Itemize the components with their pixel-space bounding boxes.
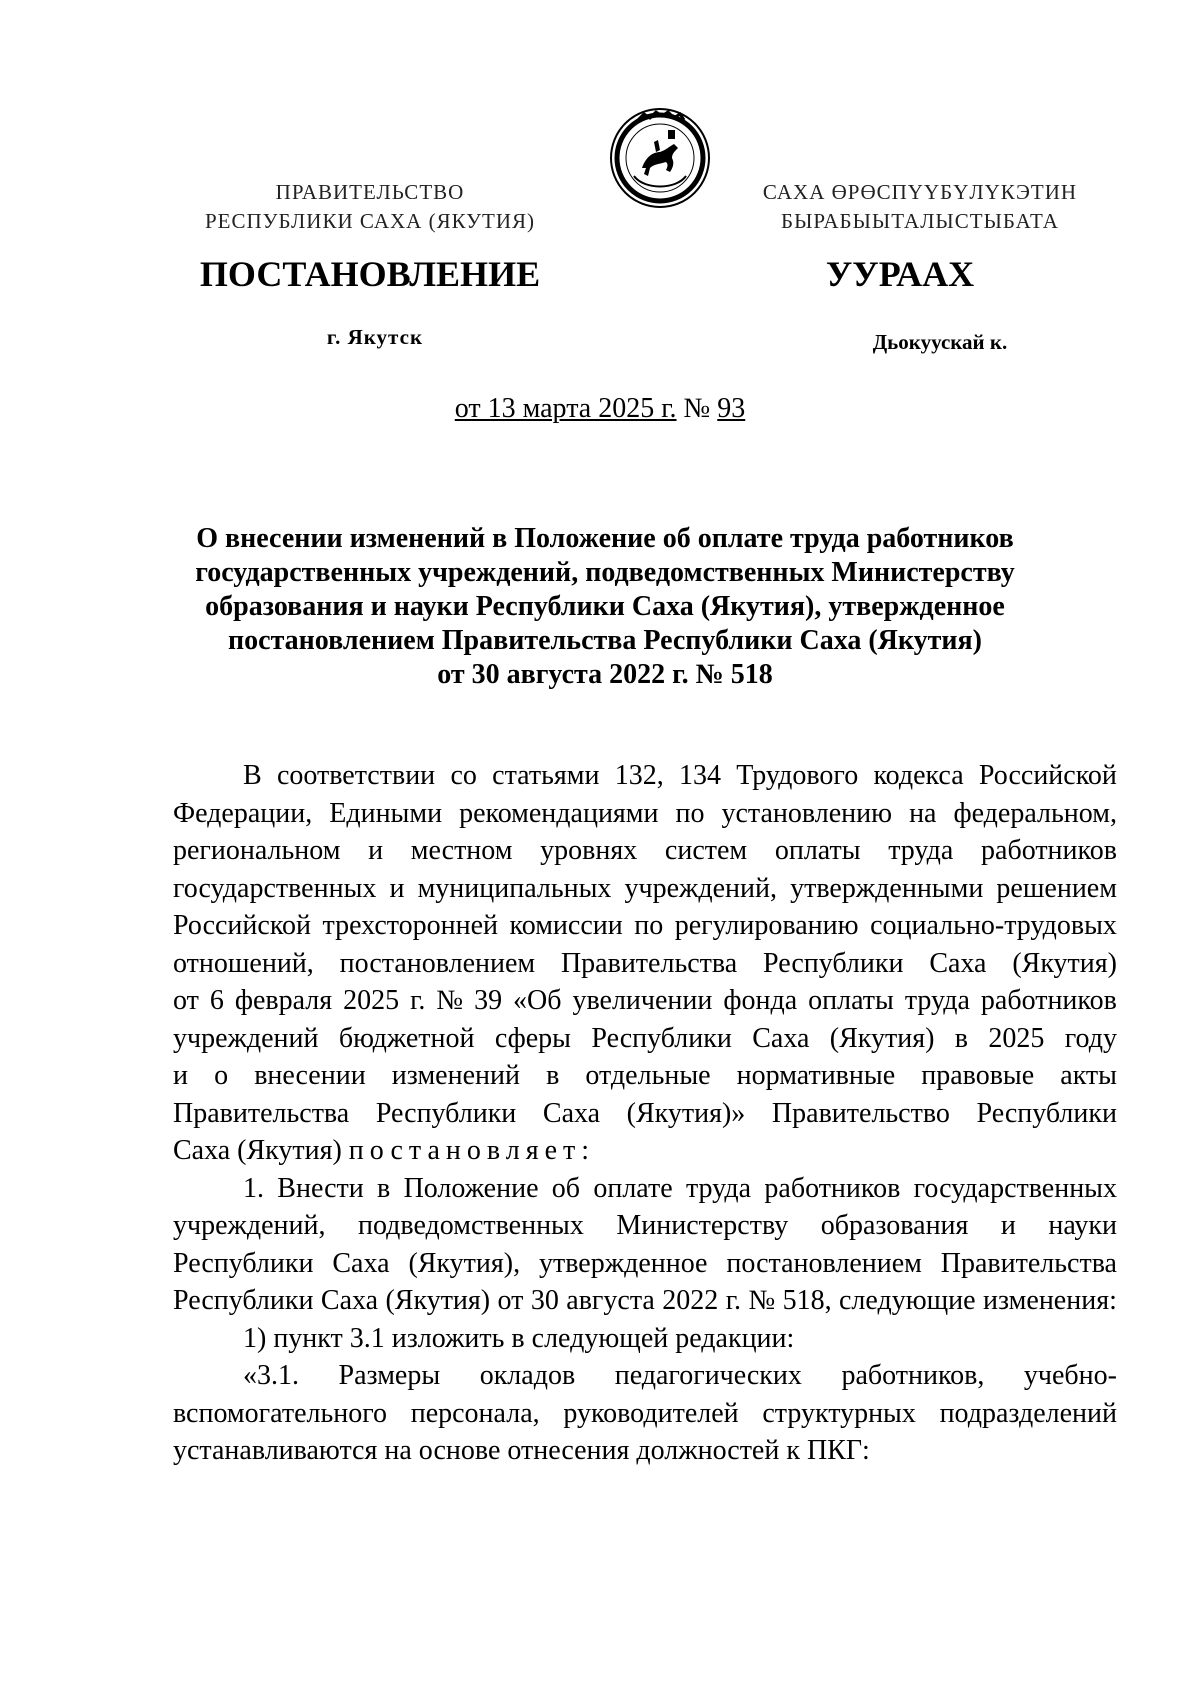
word: работников bbox=[764, 1172, 901, 1204]
word: Республики bbox=[173, 1247, 314, 1279]
body-line bbox=[173, 1132, 1117, 1170]
word: по bbox=[634, 910, 664, 941]
word: Российской bbox=[173, 910, 311, 941]
word: утвержденными bbox=[790, 872, 984, 904]
body-line bbox=[173, 795, 1117, 833]
word: вспомогательного bbox=[173, 1397, 388, 1429]
word: 30 bbox=[530, 1285, 559, 1316]
word: социально-трудовых bbox=[870, 910, 1117, 941]
word: 132, bbox=[614, 760, 664, 791]
word: 134 bbox=[678, 760, 721, 791]
document-number: 93 bbox=[717, 393, 746, 424]
paragraph-item-3-1 bbox=[173, 1357, 1117, 1432]
word: на bbox=[909, 797, 937, 829]
word: об bbox=[551, 1172, 581, 1204]
word: акты bbox=[1060, 1060, 1117, 1091]
subject-line: государственных учреждений, подведомственных Министерству bbox=[195, 557, 1015, 588]
paragraph-preamble bbox=[173, 757, 1117, 1132]
word: Республики bbox=[591, 1022, 732, 1054]
city-sakha: Дьокуускай к. bbox=[872, 330, 1008, 354]
document-type-sakha: УУРААХ bbox=[825, 254, 975, 294]
word: Положение bbox=[403, 1172, 539, 1204]
word: № bbox=[436, 985, 464, 1016]
word: 2025 bbox=[988, 1022, 1045, 1054]
word: отношений, bbox=[173, 947, 314, 979]
word: Республики bbox=[763, 947, 904, 979]
word: Республики bbox=[173, 1285, 314, 1316]
city-ru: г. Якутск bbox=[326, 325, 424, 349]
word: 1. bbox=[243, 1172, 264, 1204]
word: подведомственных bbox=[357, 1210, 584, 1241]
word: в bbox=[954, 1022, 969, 1054]
word: работников bbox=[980, 985, 1117, 1016]
word: и bbox=[1000, 1210, 1016, 1241]
word: Федерации, bbox=[173, 797, 313, 829]
resolves-word: постановляет: bbox=[348, 1135, 596, 1166]
body-line bbox=[173, 1245, 1117, 1283]
word: нормативные bbox=[736, 1060, 896, 1091]
word: науки bbox=[1048, 1210, 1117, 1241]
word: государственных bbox=[913, 1172, 1117, 1204]
document-date: от 13 марта 2025 г. bbox=[454, 393, 677, 424]
coat-of-arms-emblem bbox=[608, 106, 712, 210]
word: труда bbox=[888, 835, 954, 866]
word: «3.1. bbox=[243, 1360, 299, 1391]
word: о bbox=[214, 1060, 229, 1091]
word: 2025 bbox=[343, 985, 400, 1016]
word: Правительства bbox=[940, 1247, 1117, 1279]
word: кодекса bbox=[873, 760, 964, 791]
word: Саха bbox=[752, 1022, 810, 1054]
word: Размеры bbox=[338, 1360, 441, 1391]
header-right-org bbox=[720, 178, 1120, 236]
word: 2022 bbox=[662, 1285, 719, 1316]
word: оплаты bbox=[774, 835, 861, 866]
word: увеличении bbox=[572, 985, 713, 1016]
word: оплаты bbox=[808, 985, 894, 1016]
word: Республики bbox=[976, 1097, 1117, 1129]
word: труда bbox=[904, 985, 970, 1016]
word: работников, bbox=[841, 1360, 985, 1391]
number-sign: № bbox=[683, 393, 711, 424]
word: (Якутия), bbox=[408, 1247, 521, 1279]
word: № bbox=[748, 1285, 776, 1316]
word: и bbox=[368, 835, 384, 866]
word: структурных bbox=[762, 1397, 916, 1429]
word: учебно- bbox=[1023, 1360, 1117, 1391]
word: установлению bbox=[721, 797, 893, 829]
body-line bbox=[173, 1282, 1117, 1320]
word: уровнях bbox=[540, 835, 638, 866]
word: внесении bbox=[254, 1060, 366, 1091]
word: подразделений bbox=[939, 1397, 1117, 1429]
body-line bbox=[173, 1020, 1117, 1058]
document-subject bbox=[170, 522, 1040, 692]
word: комиссии bbox=[509, 910, 623, 941]
body-line bbox=[173, 832, 1117, 870]
word: регулированию bbox=[674, 910, 859, 941]
header-left-org bbox=[140, 178, 600, 236]
header-left-line-1: ПРАВИТЕЛЬСТВО bbox=[275, 180, 465, 204]
word: и bbox=[389, 872, 405, 904]
word: региональном bbox=[173, 835, 341, 866]
word: по bbox=[675, 797, 705, 829]
document-date-number bbox=[0, 393, 1200, 425]
subitem-1-text: 1) пункт 3.1 изложить в следующей редакции: bbox=[243, 1322, 795, 1354]
word: бюджетной bbox=[338, 1022, 475, 1054]
subject-line: постановлением Правительства Республики Саха (Якутия) bbox=[228, 625, 982, 656]
body-line bbox=[173, 1357, 1117, 1395]
word: Саха bbox=[542, 1097, 601, 1129]
body-line bbox=[173, 1095, 1117, 1133]
document-type-ru: ПОСТАНОВЛЕНИЕ bbox=[199, 254, 541, 294]
word: Саха bbox=[320, 1285, 379, 1316]
subject-line: образования и науки Республики Саха (Якутия), утвержденное bbox=[205, 591, 1005, 622]
word: утвержденное bbox=[539, 1247, 708, 1279]
word: февраля bbox=[234, 985, 333, 1016]
word: учреждений, bbox=[624, 872, 777, 904]
word: федеральном, bbox=[953, 797, 1117, 829]
word: Правительства bbox=[173, 1097, 350, 1129]
word: учреждений bbox=[173, 1022, 319, 1054]
word: Саха bbox=[332, 1247, 390, 1279]
word: (Якутия) bbox=[1012, 947, 1117, 979]
word: (Якутия)» bbox=[626, 1097, 746, 1129]
word: муниципальных bbox=[417, 872, 612, 904]
word: следующие bbox=[839, 1285, 976, 1316]
body-line bbox=[173, 1395, 1117, 1433]
word: году bbox=[1064, 1022, 1117, 1054]
word: «Об bbox=[513, 985, 562, 1016]
word: труда bbox=[685, 1172, 752, 1204]
word: изменения: bbox=[983, 1285, 1117, 1316]
body-line bbox=[173, 982, 1117, 1020]
body-line bbox=[173, 1432, 1117, 1470]
word: г. bbox=[410, 985, 426, 1016]
word: Министерству bbox=[616, 1210, 789, 1241]
subject-line: О внесении изменений в Положение об оплате труда работников bbox=[196, 523, 1014, 554]
word: постановлением bbox=[339, 947, 536, 979]
word: Едиными bbox=[329, 797, 443, 829]
body-line bbox=[173, 907, 1117, 945]
header-right-line-1: САХА ӨРӨСПҮҮБҮЛҮКЭТИН bbox=[762, 180, 1078, 204]
word: образования bbox=[820, 1210, 969, 1241]
body-line bbox=[173, 1320, 1117, 1358]
word: 518, bbox=[782, 1285, 832, 1316]
word: работников bbox=[981, 835, 1117, 866]
word: и bbox=[173, 1060, 188, 1091]
word: изменений bbox=[391, 1060, 520, 1091]
word: местном bbox=[410, 835, 513, 866]
word: Внести bbox=[277, 1172, 364, 1204]
body-line bbox=[173, 1170, 1117, 1208]
word: отдельные bbox=[585, 1060, 711, 1091]
header-left-line-2: РЕСПУБЛИКИ САХА (ЯКУТИЯ) bbox=[204, 209, 536, 233]
word: руководителей bbox=[563, 1397, 739, 1429]
subject-line: от 30 августа 2022 г. № 518 bbox=[437, 659, 773, 690]
word: 6 bbox=[209, 985, 224, 1016]
word: решением bbox=[996, 872, 1117, 904]
body-line bbox=[173, 870, 1117, 908]
word: Российской bbox=[978, 760, 1117, 791]
word: Саха bbox=[929, 947, 987, 979]
word: соответствии bbox=[276, 760, 436, 791]
word: Правительства bbox=[560, 947, 738, 979]
word: в bbox=[546, 1060, 560, 1091]
word: (Якутия) bbox=[829, 1022, 935, 1054]
word: Правительство bbox=[771, 1097, 950, 1129]
word: 39 bbox=[474, 985, 503, 1016]
word: рекомендациями bbox=[459, 797, 659, 829]
word: от bbox=[497, 1285, 524, 1316]
body-line bbox=[173, 1057, 1117, 1095]
word: оплате bbox=[593, 1172, 673, 1204]
paragraph-item-1 bbox=[173, 1170, 1117, 1320]
word: статьями bbox=[492, 760, 600, 791]
word: Республики bbox=[375, 1097, 517, 1129]
header-right-line-2: БЫРАБЫЫТАЛЫСТЫБАТА bbox=[781, 209, 1059, 233]
word: фонда bbox=[723, 985, 798, 1016]
word: правовые bbox=[921, 1060, 1035, 1091]
word: систем bbox=[664, 835, 748, 866]
word: от bbox=[173, 985, 199, 1016]
word: окладов bbox=[479, 1360, 576, 1391]
word: в bbox=[377, 1172, 391, 1204]
body-line bbox=[173, 1207, 1117, 1245]
word: постановлением bbox=[726, 1247, 922, 1279]
word: В bbox=[243, 760, 262, 791]
word: сферы bbox=[494, 1022, 571, 1054]
word: учреждений, bbox=[173, 1210, 326, 1241]
word: со bbox=[450, 760, 477, 791]
word: августа bbox=[566, 1285, 655, 1316]
document-body bbox=[173, 757, 1117, 1470]
item-3-1-end-text: устанавливаются на основе отнесения должностей к ПКГ: bbox=[173, 1435, 870, 1466]
word: государственных bbox=[173, 872, 377, 904]
word: трехсторонней bbox=[322, 910, 499, 941]
body-line bbox=[173, 945, 1117, 983]
word: персонала, bbox=[410, 1397, 540, 1429]
word: Трудового bbox=[736, 760, 859, 791]
word: (Якутия) bbox=[385, 1285, 491, 1316]
word: педагогических bbox=[614, 1360, 802, 1391]
preamble-end-text: Саха (Якутия) bbox=[173, 1135, 349, 1166]
body-line bbox=[173, 757, 1117, 795]
word: г. bbox=[725, 1285, 742, 1316]
